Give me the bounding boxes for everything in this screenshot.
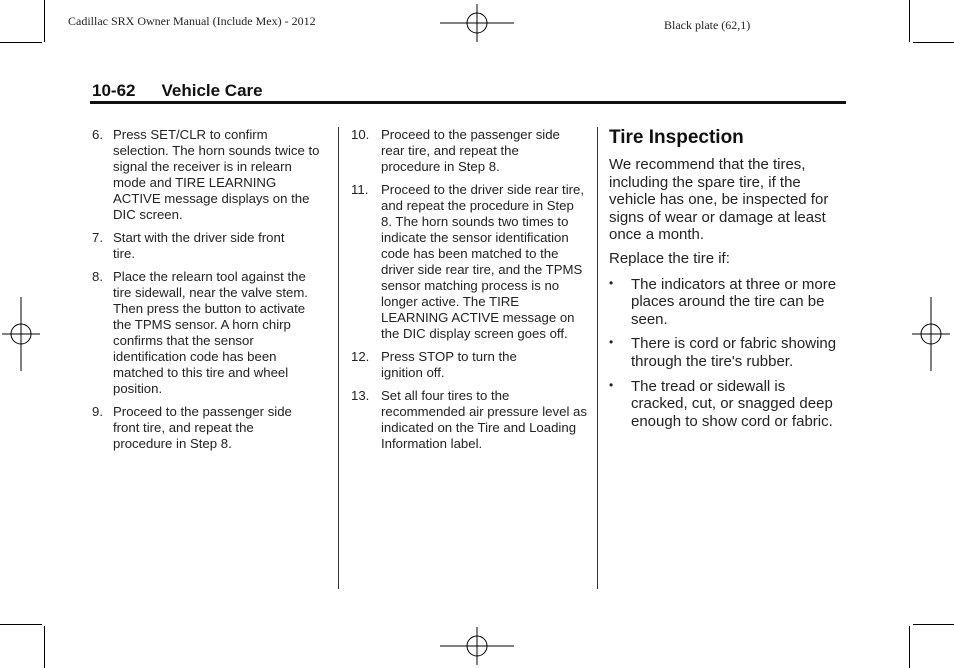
step-13: [351, 388, 587, 452]
replace-intro: Replace the tire if:: [609, 249, 730, 267]
step-number: 7.: [92, 230, 103, 245]
bullet-text: The tread or sidewall is cracked, cut, or snagged deep enough to show cord or fabric.: [631, 377, 833, 430]
bullet-icon: •: [609, 275, 614, 290]
column-2: [351, 127, 587, 459]
tire-inspection-intro: We recommend that the tires, including the spare tire, if the vehicle has one, be inspected for signs of wear or damage at least once a month.: [609, 156, 829, 244]
step-11: [351, 182, 587, 342]
step-text: Proceed to the passenger side front tire, and repeat the procedure in Step 8.: [113, 404, 292, 451]
step-6: [92, 127, 324, 223]
tire-inspection-heading: Tire Inspection: [609, 127, 744, 148]
step-number: 12.: [351, 349, 370, 364]
crop-mark-bottom-left-horizontal: [0, 624, 42, 625]
column-3: [609, 126, 841, 437]
step-text: Press STOP to turn the ignition off.: [381, 349, 517, 380]
bullet-icon: •: [609, 335, 614, 350]
column-divider-2: [597, 127, 598, 589]
heading-rule: [90, 101, 846, 104]
step-12: [351, 349, 587, 381]
crop-mark-top-left-horizontal: [0, 42, 42, 43]
registration-mark-right-icon: [912, 297, 950, 371]
step-text: Proceed to the passenger side rear tire, and repeat the procedure in Step 8.: [381, 127, 560, 174]
section-title: Vehicle Care: [161, 81, 263, 100]
step-text: Start with the driver side front tire.: [113, 230, 285, 261]
bullet-icon: •: [609, 377, 614, 392]
registration-mark-bottom-icon: [440, 627, 514, 665]
registration-mark-top-icon: [440, 4, 514, 42]
crop-mark-top-right-vertical: [909, 0, 910, 42]
list-item: [609, 378, 841, 431]
crop-mark-top-right-horizontal: [913, 42, 954, 43]
step-number: 6.: [92, 127, 103, 142]
step-9: [92, 404, 324, 452]
step-number: 11.: [351, 182, 369, 197]
step-8: [92, 269, 324, 397]
step-number: 13.: [351, 388, 370, 403]
step-7: [92, 230, 324, 262]
bullet-text: There is cord or fabric showing through the tire's rubber.: [631, 335, 837, 370]
crop-mark-bottom-right-horizontal: [913, 624, 954, 625]
column-divider-1: [338, 127, 339, 589]
crop-mark-top-left-vertical: [44, 0, 45, 42]
crop-mark-bottom-left-vertical: [44, 626, 45, 668]
page-number: 10-62: [92, 81, 136, 100]
step-text: Set all four tires to the recommended air pressure level as indicated on the Tire and Loading Information label.: [381, 388, 587, 451]
column-1: [92, 127, 324, 459]
section-heading: [92, 81, 263, 101]
list-item: [609, 276, 841, 329]
step-number: 8.: [92, 269, 103, 284]
step-number: 9.: [92, 404, 103, 419]
step-text: Place the relearn tool against the tire sidewall, near the valve stem. Then press the button to activate the TPMS sensor. A horn chirp confirms that the sensor identification code has been matched to this tire and wheel position.: [113, 269, 308, 396]
bullet-text: The indicators at three or more places around the tire can be seen.: [631, 275, 837, 328]
step-number: 10.: [351, 127, 370, 142]
step-text: Press SET/CLR to confirm selection. The horn sounds twice to signal the receiver is in relearn mode and TIRE LEARNING ACTIVE message displays on the DIC screen.: [113, 127, 320, 222]
crop-mark-bottom-right-vertical: [909, 626, 910, 668]
step-10: [351, 127, 587, 175]
plate-label: Black plate (62,1): [664, 18, 751, 32]
registration-mark-left-icon: [2, 297, 40, 371]
step-text: Proceed to the driver side rear tire, and repeat the procedure in Step 8. The horn sounds two times to indicate the sensor identification code has been matched to the driver side rear tire, and the TPMS sensor matching process is no longer active. The TIRE LEARNING ACTIVE message on the DIC display screen goes off.: [381, 182, 585, 341]
manual-title: Cadillac SRX Owner Manual (Include Mex) - 2012: [68, 14, 316, 28]
list-item: [609, 335, 841, 370]
